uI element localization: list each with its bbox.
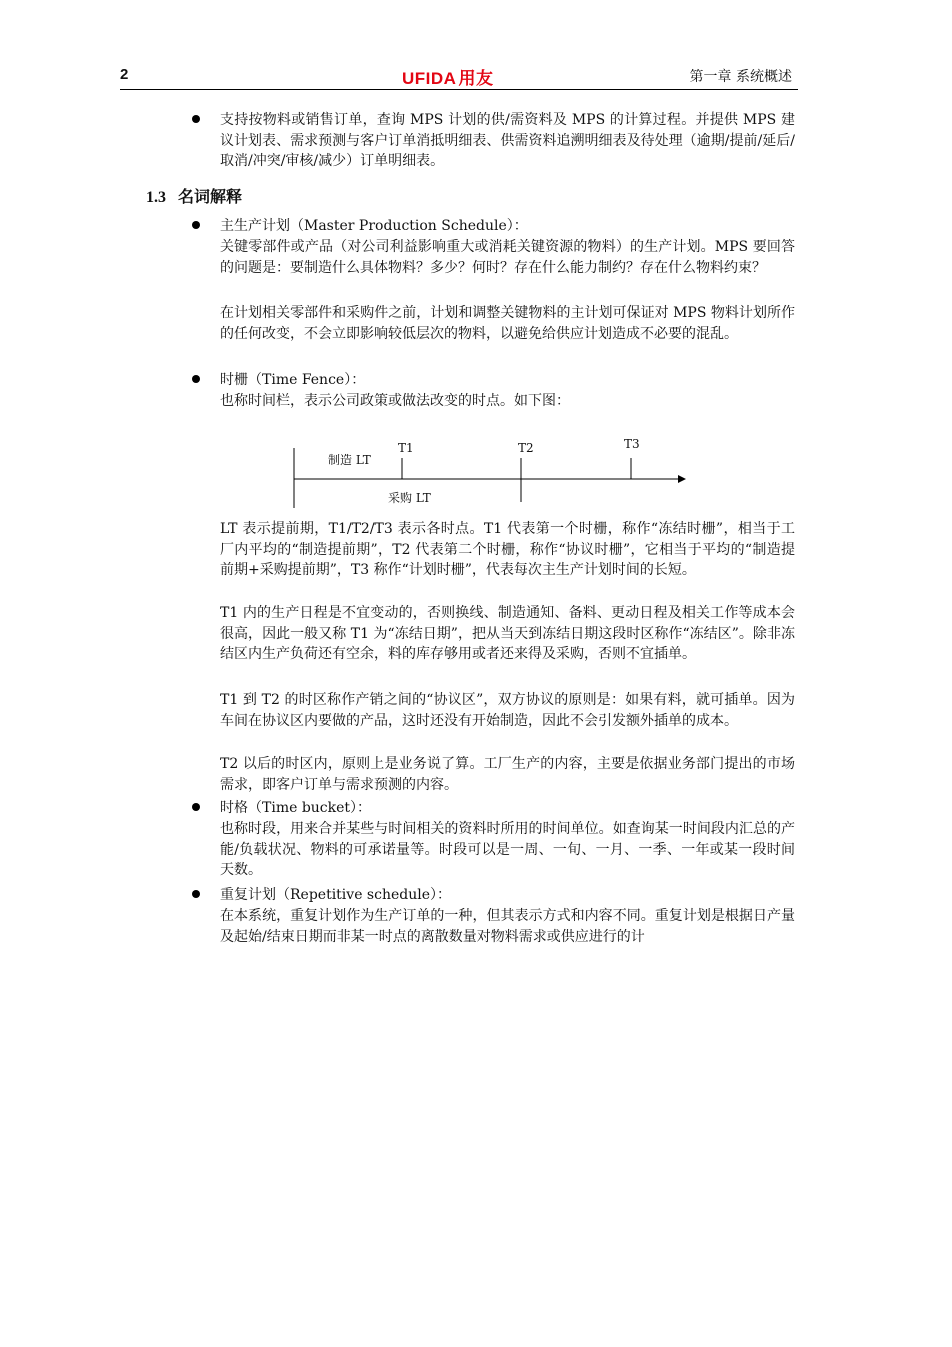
time-bucket-title: 时格（Time bucket）： [220,800,372,816]
time-fence-paragraph-3: T1 内的生产日程是不宜变动的，否则换线、制造通知、备料、更动日程及相关工作等成本会很高，因此一般又称 T1 为“冻结日期”，把从当天到冻结日期这段时区称作“冻结区”。除非冻结区内生产负荷还有空余，料的库存够用或者还来得及采购，否则不宜插单。 [220,605,795,662]
header-rule [120,89,798,90]
time-fence-diagram [280,430,700,510]
time-bucket-paragraph: 也称时段，用来合并某些与时间相关的资料时所用的时间单位。如查询某一时间段内汇总的产能/负载状况、物料的可承诺量等。时段可以是一周、一旬、一月、一季、一年或某一段时间天数。 [220,821,795,878]
intro-paragraph: 支持按物料或销售订单，查询 MPS 计划的供/需资料及 MPS 的计算过程。并提供 MPS 建议计划表、需求预测与客户订单消抵明细表、供需资料追溯明细表及待处理（逾期/提前/延后/取消/冲突/审核/减少）订单明细表。 [220,112,795,169]
time-fence-title: 时栅（Time Fence）： [220,372,366,388]
logo-cn: 用友 [458,69,494,88]
time-fence-paragraph-5: T2 以后的时区内，原则上是业务说了算。工厂生产的内容，主要是依据业务部门提出的市场需求，即客户订单与需求预测的内容。 [220,756,795,793]
mps-paragraph-1: 关键零部件或产品（对公司利益影响重大或消耗关键资源的物料）的生产计划。MPS 要回答的问题是：要制造什么具体物料？多少？何时？存在什么能力制约？存在什么物料约束？ [220,239,795,276]
page-number: 2 [120,66,129,83]
logo-brand: UFIDA [402,69,457,88]
chapter-title: 第一章 系统概述 [689,69,792,85]
timeline-arrow-icon [678,475,686,483]
time-fence-paragraph-2: LT 表示提前期，T1/T2/T3 表示各时点。T1 代表第一个时栅，称作“冻结时栅”，相当于工厂内平均的“制造提前期”，T2 代表第二个时栅，称作“协议时栅”，它相当于平均的“制造提前期+采购提前期”，T3 称作“计划时栅”，代表每次主生产计划时间的长短。 [220,521,795,578]
time-fence-paragraph-1: 也称时间栏，表示公司政策或做法改变的时点。如下图： [220,393,570,409]
mps-paragraph-2: 在计划相关零部件和采购件之前，计划和调整关键物料的主计划可保证对 MPS 物料计划所作的任何改变，不会立即影响较低层次的物料，以避免给供应计划造成不必要的混乱。 [220,305,795,342]
mps-title: 主生产计划（Master Production Schedule）： [220,218,528,234]
purchase-lt-label: 采购 LT [388,491,431,505]
ufida-logo [402,64,493,89]
bullet-icon [190,110,202,122]
repetitive-paragraph: 在本系统，重复计划作为生产订单的一种，但其表示方式和内容不同。重复计划是根据日产量及起始/结束日期而非某一时点的离散数量对物料需求或供应进行的计 [220,908,795,945]
t2-label: T2 [518,441,534,455]
bullet-icon [190,216,202,228]
time-fence-paragraph-4: T1 到 T2 的时区称作产销之间的“协议区”，双方协议的原则是：如果有料，就可插单。因为车间在协议区内要做的产品，这时还没有开始制造，因此不会引发额外插单的成本。 [220,692,795,729]
page-header [120,64,798,88]
repetitive-title: 重复计划（Repetitive schedule）： [220,887,451,903]
t1-label: T1 [398,441,414,455]
section-title: 名词解释 [178,187,243,206]
t3-label: T3 [624,437,640,451]
bullet-icon [190,885,202,897]
section-heading [146,184,242,207]
bullet-icon [190,798,202,810]
bullet-icon [190,370,202,382]
section-number: 1.3 [146,189,166,206]
manufacturing-lt-label: 制造 LT [328,453,371,467]
